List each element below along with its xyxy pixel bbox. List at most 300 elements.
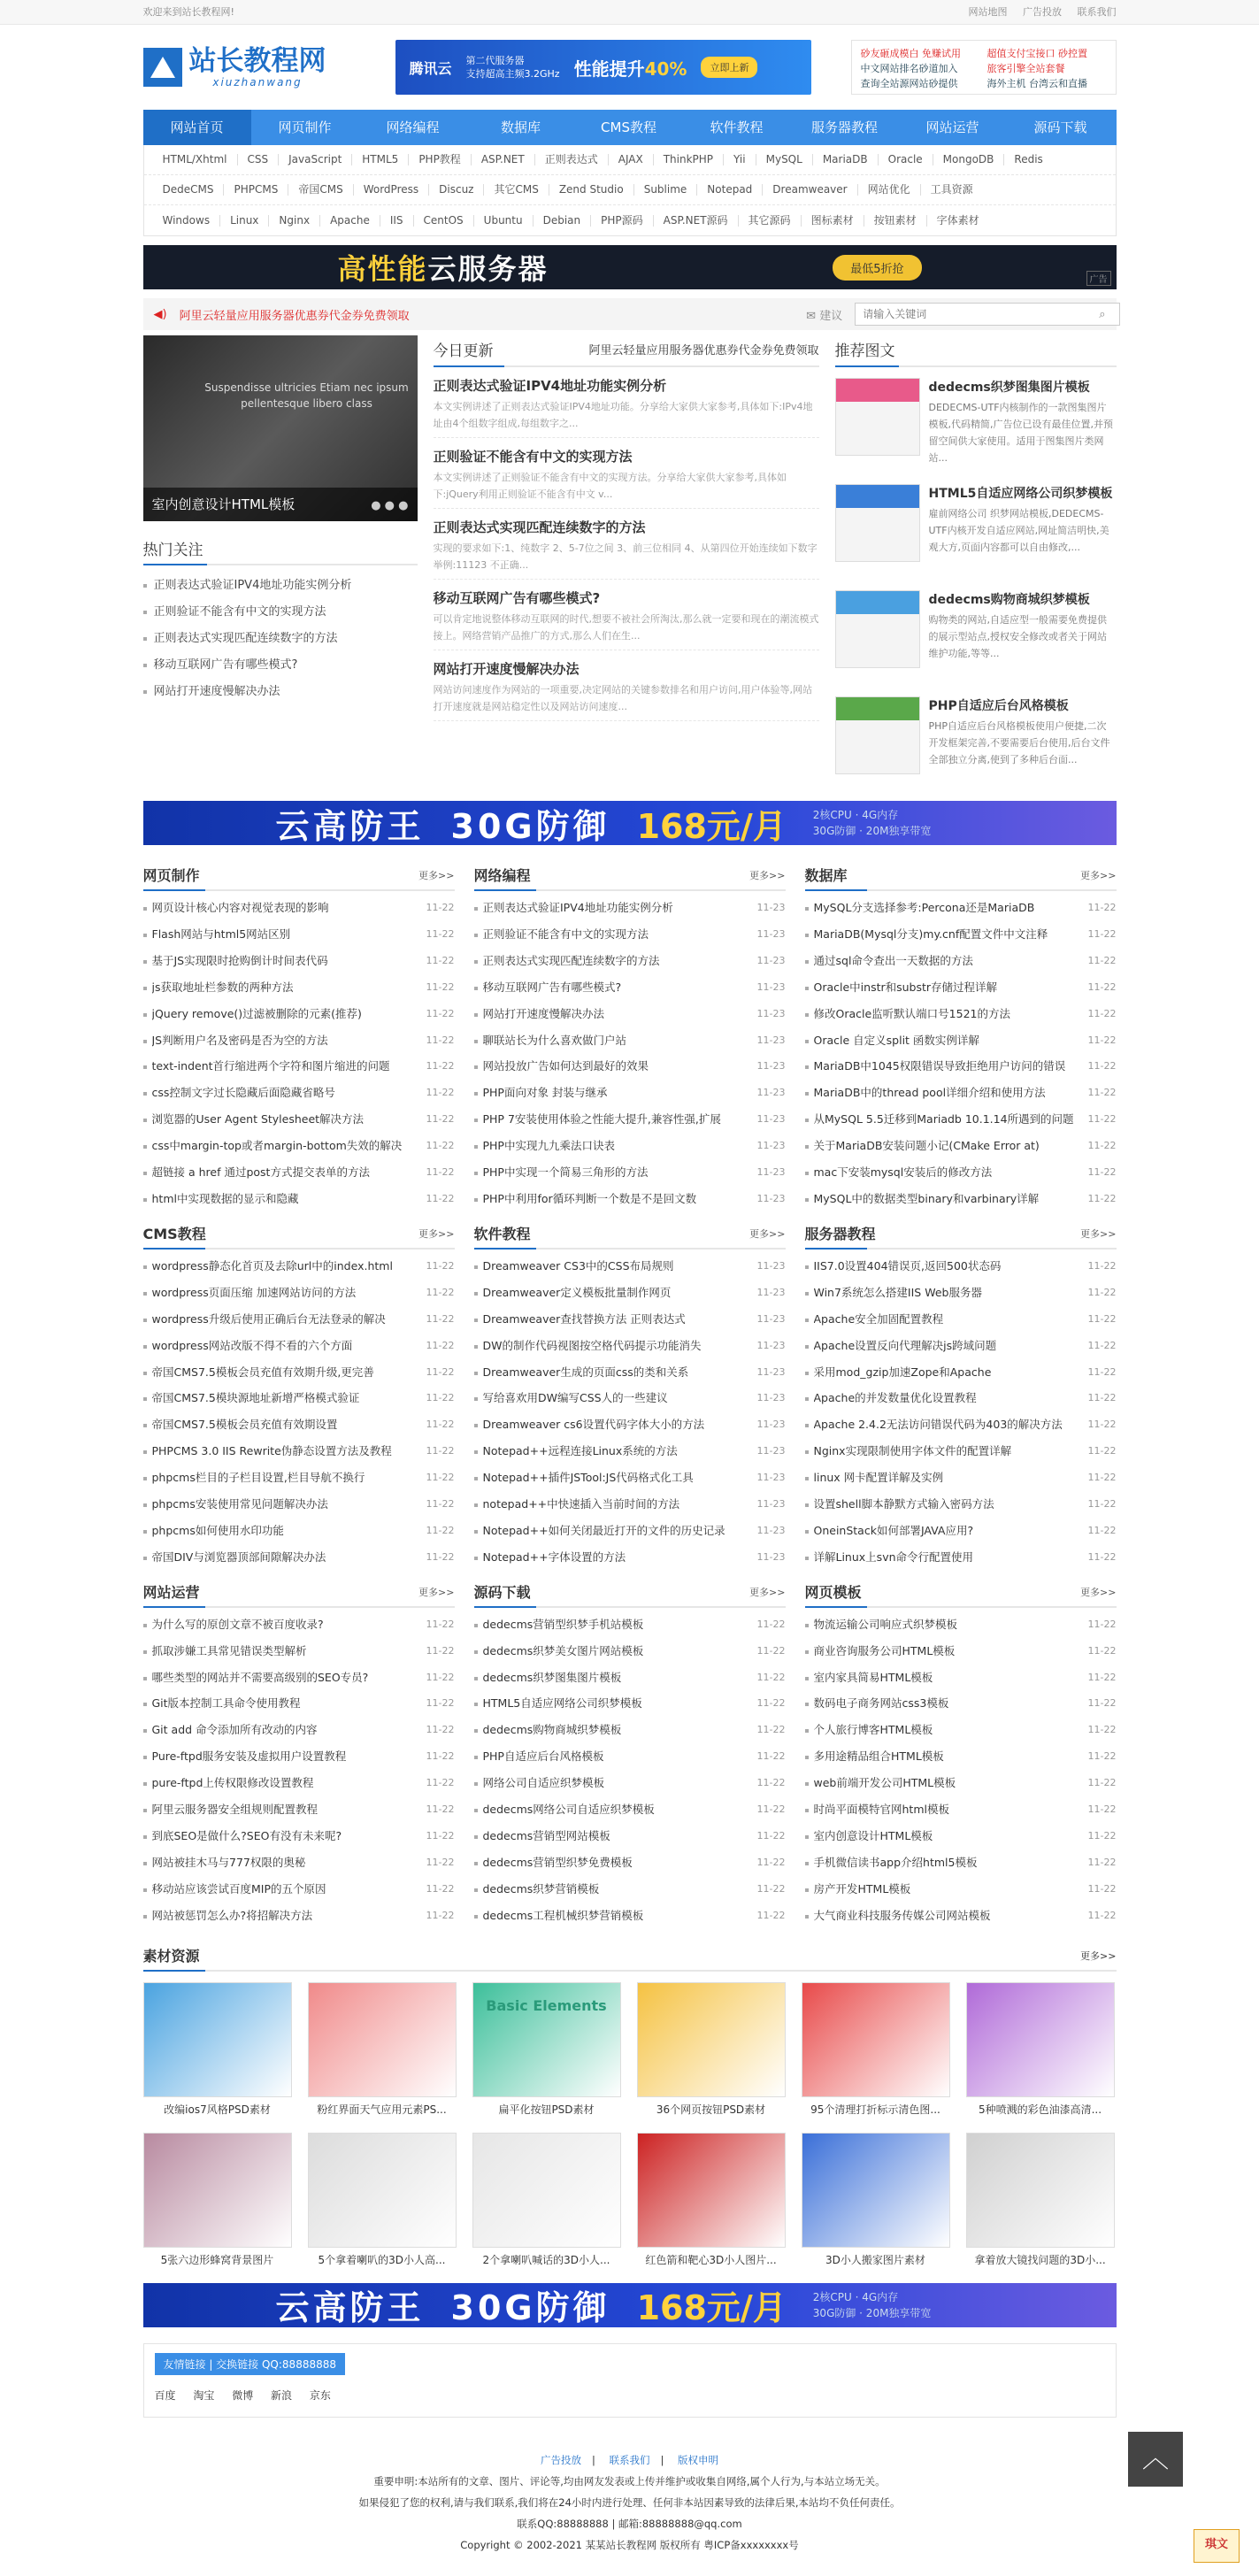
category-more-link[interactable]: 更多>> [418, 870, 455, 881]
list-item[interactable] [143, 1903, 455, 1929]
list-item[interactable] [143, 1770, 455, 1796]
item-title[interactable]: 正则验证不能含有中文的实现方法 [482, 927, 649, 941]
item-title[interactable]: 移动站应该尝试百度MIP的五个原因 [151, 1881, 326, 1895]
category-more-link[interactable]: 更多>> [749, 1586, 786, 1598]
subnav-link[interactable]: Apache [320, 215, 380, 227]
list-item[interactable] [143, 1876, 455, 1903]
item-title[interactable]: 时尚平面模特官网html模板 [813, 1803, 949, 1817]
item-title[interactable]: 采用mod_gzip加速Zope和Apache [813, 1365, 992, 1379]
list-item[interactable] [143, 1106, 455, 1133]
text-ad-item[interactable]: 超值支付宝接口 砂控置 [986, 48, 1087, 59]
subnav-link[interactable]: PHPCMS [224, 184, 288, 196]
item-title[interactable]: Dreamweaver定义模板批量制作网页 [482, 1285, 672, 1299]
today-top-link[interactable]: 阿里云轻量应用服务器优惠券代金券免费领取 [588, 344, 819, 358]
list-item[interactable] [143, 1333, 455, 1359]
list-item[interactable] [143, 1186, 455, 1212]
subnav-link[interactable]: PHP教程 [409, 154, 472, 165]
resource-caption[interactable]: 3D小人搬家图片素材 [825, 2253, 925, 2266]
list-item[interactable] [143, 974, 455, 1001]
subnav-link[interactable]: CSS [238, 154, 280, 165]
item-title[interactable]: wordpress网站改版不得不看的六个方面 [151, 1338, 353, 1352]
resource-thumbnail[interactable] [637, 2133, 786, 2248]
list-item[interactable] [805, 1333, 1117, 1359]
list-item[interactable] [474, 1253, 786, 1280]
resource-caption[interactable]: 粉红界面天气应用元素PS... [317, 2103, 447, 2116]
item-title[interactable]: PHP 7安装使用体验之性能大提升,兼容性强,扩展 [482, 1112, 721, 1127]
subnav-link[interactable]: Linux [220, 215, 269, 227]
list-item[interactable] [805, 1611, 1117, 1638]
resource-caption[interactable]: 改编ios7风格PSD素材 [164, 2103, 271, 2116]
item-title[interactable]: 正则表达式实现匹配连续数字的方法 [482, 953, 660, 967]
subnav-link[interactable]: WordPress [354, 184, 429, 196]
tencent-ad[interactable] [395, 40, 811, 95]
resource-thumbnail[interactable] [308, 2133, 457, 2248]
subnav-link[interactable]: Sublime [634, 184, 698, 196]
list-item[interactable] [143, 1027, 455, 1054]
list-item[interactable] [474, 1491, 786, 1518]
nav-cms[interactable]: CMS教程 [601, 119, 656, 135]
list-item[interactable] [143, 1306, 455, 1333]
item-title[interactable]: jQuery remove()过滤被删除的元素(推荐) [151, 1006, 362, 1020]
item-title[interactable]: 哪些类型的网站并不需要高级别的SEO专员? [151, 1670, 369, 1684]
item-title[interactable]: css中margin-top或者margin-bottom失效的解决 [151, 1139, 403, 1153]
list-item[interactable] [805, 1438, 1117, 1465]
item-title[interactable]: 数码电子商务网站css3模板 [813, 1696, 949, 1711]
text-ad-item[interactable]: 查询全站源网站砂提供 [860, 78, 958, 89]
item-title[interactable]: 抓取涉嫌工具常见错误类型解析 [151, 1643, 307, 1657]
item-title[interactable]: pure-ftpd上传权限修改设置教程 [151, 1776, 314, 1790]
resource-caption[interactable]: 95个清理打折标示清色图... [810, 2103, 940, 2116]
item-title[interactable]: 正则表达式验证IPV4地址功能实例分析 [482, 901, 673, 914]
top-link-sitemap[interactable]: 网站地图 [968, 6, 1008, 18]
category-more-link[interactable]: 更多>> [749, 1227, 786, 1240]
item-title[interactable]: 手机微信读书app介绍html5模板 [813, 1855, 978, 1869]
tencent-ad-button[interactable]: 立即上新 [701, 57, 757, 78]
list-item[interactable] [805, 1465, 1117, 1491]
subnav-link[interactable]: Dreamweaver [763, 184, 857, 196]
list-item[interactable] [474, 1280, 786, 1306]
item-title[interactable]: dedecms营销型网站模板 [482, 1829, 610, 1842]
list-item[interactable] [143, 1823, 455, 1849]
subnav-link[interactable]: 帝国CMS [288, 184, 353, 196]
list-item[interactable] [805, 1717, 1117, 1743]
article-title[interactable]: 移动互联网广告有哪些模式? [433, 590, 601, 606]
list-item[interactable] [143, 1438, 455, 1465]
recommend-thumbnail[interactable] [835, 484, 920, 562]
resource-item[interactable] [802, 2133, 950, 2272]
friend-link[interactable]: 百度 [154, 2388, 176, 2402]
resource-item[interactable] [802, 1982, 950, 2122]
list-item[interactable] [805, 1770, 1117, 1796]
list-item[interactable] [474, 1080, 786, 1106]
search-input[interactable] [855, 303, 1120, 326]
subnav-link[interactable]: CentOS [414, 215, 474, 227]
recommend-title[interactable]: dedecms购物商城织梦模板 [928, 593, 1090, 607]
resource-item[interactable] [308, 2133, 457, 2272]
list-item[interactable] [143, 1465, 455, 1491]
item-title[interactable]: 设置shell脚本静默方式输入密码方法 [813, 1497, 994, 1511]
item-title[interactable]: Notepad++如何关闭最近打开的文件的历史记录 [482, 1523, 725, 1537]
category-more-link[interactable]: 更多>> [749, 870, 786, 881]
list-item[interactable] [143, 1411, 455, 1438]
item-title[interactable]: Apache的并发数量优化设置教程 [813, 1391, 977, 1405]
item-title[interactable]: PHP中利用for循环判断一个数是不是回文数 [482, 1191, 697, 1205]
hot-item[interactable]: 网站打开速度慢解决办法 [143, 679, 418, 705]
list-item[interactable] [805, 1159, 1117, 1186]
category-more-link[interactable]: 更多>> [1080, 1586, 1117, 1598]
list-item[interactable] [805, 1743, 1117, 1770]
item-title[interactable]: wordpress静态化首页及去除url中的index.html [151, 1258, 393, 1273]
list-item[interactable] [143, 1518, 455, 1544]
resource-thumbnail[interactable] [802, 1982, 950, 2097]
list-item[interactable] [805, 1385, 1117, 1411]
item-title[interactable]: dedecms购物商城织梦模板 [482, 1723, 622, 1737]
item-title[interactable]: Flash网站与html5网站区别 [151, 927, 291, 941]
subnav-link[interactable]: ThinkPHP [654, 154, 724, 165]
item-title[interactable]: dedecms织梦营销模板 [482, 1881, 600, 1895]
item-title[interactable]: 修改Oracle监听默认端口号1521的方法 [813, 1006, 1010, 1020]
item-title[interactable]: Nginx实现限制使用字体文件的配置详解 [813, 1444, 1012, 1458]
list-item[interactable] [805, 1638, 1117, 1665]
list-item[interactable] [805, 1133, 1117, 1159]
resource-item[interactable] [308, 1982, 457, 2122]
item-title[interactable]: dedecms营销型织梦手机站模板 [482, 1617, 644, 1631]
subnav-link[interactable]: Yii [724, 154, 756, 165]
article-title[interactable]: 正则表达式验证IPV4地址功能实例分析 [433, 378, 667, 394]
ddos-banner[interactable] [143, 801, 1117, 845]
list-item[interactable] [143, 1159, 455, 1186]
list-item[interactable] [805, 1027, 1117, 1054]
list-item[interactable] [474, 1770, 786, 1796]
item-title[interactable]: Pure-ftpd服务安装及虚拟用户设置教程 [151, 1749, 347, 1764]
list-item[interactable] [143, 1253, 455, 1280]
list-item[interactable] [143, 1491, 455, 1518]
recommend-thumbnail[interactable] [835, 696, 920, 774]
list-item[interactable] [474, 1717, 786, 1743]
list-item[interactable] [143, 1690, 455, 1717]
list-item[interactable] [805, 1306, 1117, 1333]
resource-caption[interactable]: 2个拿喇叭喊话的3D小人... [482, 2253, 610, 2266]
resource-caption[interactable]: 36个网页按钮PSD素材 [656, 2103, 766, 2116]
footer-link[interactable]: 联系我们 [609, 2453, 650, 2466]
list-item[interactable] [474, 1796, 786, 1823]
list-item[interactable] [474, 1186, 786, 1212]
item-title[interactable]: web前端开发公司HTML模板 [813, 1776, 956, 1790]
item-title[interactable]: Dreamweaver CS3中的CSS布局规则 [482, 1258, 674, 1273]
list-item[interactable] [143, 1080, 455, 1106]
list-item[interactable] [474, 1465, 786, 1491]
resource-item[interactable] [472, 2133, 621, 2272]
recommend-item[interactable] [835, 367, 1117, 473]
list-item[interactable] [474, 1411, 786, 1438]
list-item[interactable] [474, 1903, 786, 1929]
item-title[interactable]: 基于JS实现限时抢购倒计时间表代码 [151, 953, 328, 967]
item-title[interactable]: 商业咨询服务公司HTML模板 [813, 1643, 956, 1657]
resource-caption[interactable]: 5个拿着喇叭的3D小人高... [318, 2253, 446, 2266]
resource-thumbnail[interactable] [308, 1982, 457, 2097]
list-item[interactable] [143, 1359, 455, 1386]
subnav-link[interactable]: MySQL [756, 154, 813, 165]
item-title[interactable]: dedecms网络公司自适应织梦模板 [482, 1803, 655, 1817]
subnav-link[interactable]: Nginx [269, 215, 320, 227]
item-title[interactable]: Notepad++插件JSTool:JS代码格式化工具 [482, 1471, 694, 1485]
article-title[interactable]: 正则验证不能含有中文的实现方法 [433, 449, 633, 465]
subnav-link[interactable]: ASP.NET源码 [654, 215, 739, 227]
list-item[interactable] [805, 1544, 1117, 1571]
resource-thumbnail[interactable] [637, 1982, 786, 2097]
list-item[interactable] [805, 921, 1117, 948]
list-item[interactable] [474, 1849, 786, 1876]
item-title[interactable]: 为什么写的原创文章不被百度收录? [151, 1617, 324, 1631]
item-title[interactable]: 帝国CMS7.5模块源地址新增严格模式验证 [151, 1391, 360, 1405]
item-title[interactable]: MySQL分支选择参考:Percona还是MariaDB [813, 901, 1035, 914]
item-title[interactable]: css控制文字过长隐藏后面隐藏省略号 [151, 1086, 335, 1100]
list-item[interactable] [143, 1796, 455, 1823]
recommend-item[interactable] [835, 686, 1117, 792]
list-item[interactable] [474, 1665, 786, 1691]
list-item[interactable] [805, 1106, 1117, 1133]
list-item[interactable] [805, 1491, 1117, 1518]
item-title[interactable]: 到底SEO是做什么?SEO有没有未来呢? [151, 1829, 342, 1842]
list-item[interactable] [143, 1385, 455, 1411]
subnav-link[interactable]: Ubuntu [474, 215, 534, 227]
text-ad-item[interactable]: 中文网站排名砂道加入 [860, 63, 958, 74]
nav-web-design[interactable]: 网页制作 [278, 119, 332, 135]
item-title[interactable]: 移动互联网广告有哪些模式? [482, 980, 622, 994]
subnav-link[interactable]: IIS [380, 215, 414, 227]
list-item[interactable] [474, 1823, 786, 1849]
item-title[interactable]: 浏览器的User Agent Stylesheet解决方法 [151, 1112, 365, 1127]
item-title[interactable]: 物流运输公司响应式织梦模板 [813, 1617, 958, 1631]
search-icon[interactable]: ⌕ [1099, 307, 1106, 321]
category-more-link[interactable]: 更多>> [1080, 1227, 1117, 1240]
item-title[interactable]: 网站被挂木马与777权限的奥秘 [151, 1855, 306, 1869]
resource-caption[interactable]: 5张六边形蜂窝背景图片 [160, 2253, 274, 2266]
recommend-title[interactable]: HTML5自适应网络公司织梦模板 [928, 487, 1113, 501]
list-item[interactable] [474, 1106, 786, 1133]
list-item[interactable] [805, 1690, 1117, 1717]
resource-thumbnail[interactable] [143, 2133, 292, 2248]
item-title[interactable]: Apache安全加固配置教程 [813, 1311, 944, 1326]
item-title[interactable]: 个人旅行博客HTML模板 [813, 1723, 933, 1737]
resource-thumbnail[interactable] [472, 1982, 621, 2097]
item-title[interactable]: Git add 命令添加所有改动的内容 [151, 1723, 318, 1737]
subnav-link[interactable]: Discuz [429, 184, 484, 196]
item-title[interactable]: mac下安装mysql安装后的修改方法 [813, 1165, 993, 1180]
item-title[interactable]: 网站投放广告如何达到最好的效果 [482, 1059, 649, 1073]
subnav-link[interactable]: 其它源码 [739, 215, 802, 227]
item-title[interactable]: 帝国DIV与浏览器顶部间隙解决办法 [151, 1549, 326, 1564]
subnav-link[interactable]: DedeCMS [153, 184, 225, 196]
item-title[interactable]: 网络公司自适应织梦模板 [482, 1776, 605, 1790]
nav-source[interactable]: 源码下载 [1033, 119, 1087, 135]
hot-item[interactable]: 正则表达式实现匹配连续数字的方法 [143, 626, 418, 652]
list-item[interactable] [143, 1133, 455, 1159]
category-more-link[interactable]: 更多>> [1080, 870, 1117, 881]
list-item[interactable] [805, 1903, 1117, 1929]
subnav-link[interactable]: JavaScript [279, 154, 352, 165]
list-item[interactable] [805, 1518, 1117, 1544]
item-title[interactable]: 房产开发HTML模板 [813, 1881, 911, 1895]
item-title[interactable]: 网站被惩罚怎么办?将招解决方法 [151, 1908, 313, 1922]
item-title[interactable]: 写给喜欢用DW编写CSS人的一些建议 [482, 1391, 668, 1405]
item-title[interactable]: Dreamweaver cs6设置代码字体大小的方法 [482, 1418, 705, 1432]
list-item[interactable] [805, 1849, 1117, 1876]
recommend-item[interactable] [835, 580, 1117, 686]
item-title[interactable]: 帝国CMS7.5模板会员充值有效期设置 [151, 1418, 338, 1432]
subnav-link[interactable]: ASP.NET [472, 154, 535, 165]
item-title[interactable]: IIS7.0设置404错误页,返回500状态码 [813, 1258, 1002, 1273]
text-ad-item[interactable]: 海外主机 台湾云和直播 [986, 78, 1087, 89]
subnav-link[interactable]: AJAX [609, 154, 654, 165]
subnav-link[interactable]: Oracle [879, 154, 933, 165]
article-title[interactable]: 正则表达式实现匹配连续数字的方法 [433, 519, 646, 535]
resource-item[interactable] [966, 1982, 1115, 2122]
subnav-link[interactable]: Zend Studio [549, 184, 634, 196]
item-title[interactable]: phpcms栏目的子栏目设置,栏目导航不换行 [151, 1471, 365, 1485]
item-title[interactable]: 大气商业科技服务传媒公司网站模板 [813, 1908, 991, 1922]
subnav-link[interactable]: 图标素材 [802, 215, 864, 227]
item-title[interactable]: Dreamweaver生成的页面css的类和关系 [482, 1365, 689, 1379]
item-title[interactable]: Win7系统怎么搭建IIS Web服务器 [813, 1285, 982, 1299]
list-item[interactable] [805, 1665, 1117, 1691]
friend-link[interactable]: 微博 [232, 2388, 254, 2402]
list-item[interactable] [474, 948, 786, 974]
list-item[interactable] [474, 1359, 786, 1386]
item-title[interactable]: 多用途精品组合HTML模板 [813, 1749, 944, 1764]
item-title[interactable]: MariaDB中1045权限错误导致拒绝用户访问的错误 [813, 1059, 1066, 1073]
item-title[interactable]: Dreamweaver查找替换方法 正则表达式 [482, 1311, 686, 1326]
item-title[interactable]: 网站打开速度慢解决办法 [482, 1006, 605, 1020]
resource-caption[interactable]: 5种喷溅的彩色油漆高清... [978, 2103, 1102, 2116]
ddos-banner-bottom[interactable] [143, 2283, 1117, 2327]
list-item[interactable] [805, 1186, 1117, 1212]
item-title[interactable]: OneinStack如何部署JAVA应用? [813, 1523, 974, 1537]
friend-link[interactable]: 京东 [309, 2388, 331, 2402]
subnav-link[interactable]: HTML/Xhtml [153, 154, 238, 165]
item-title[interactable]: DW的制作代码视图按空格代码提示功能消失 [482, 1338, 702, 1352]
resource-item[interactable] [637, 2133, 786, 2272]
resource-item[interactable] [966, 2133, 1115, 2272]
list-item[interactable] [805, 1080, 1117, 1106]
list-item[interactable] [805, 1796, 1117, 1823]
item-title[interactable]: Apache 2.4.2无法访问错误代码为403的解决方法 [813, 1418, 1063, 1432]
subnav-link[interactable]: 按钮素材 [864, 215, 927, 227]
list-item[interactable] [474, 921, 786, 948]
list-item[interactable] [143, 1717, 455, 1743]
subnav-link[interactable]: 正则表达式 [535, 154, 609, 165]
list-item[interactable] [143, 1665, 455, 1691]
item-title[interactable]: linux 网卡配置详解及实例 [813, 1471, 944, 1485]
resource-thumbnail[interactable] [472, 2133, 621, 2248]
list-item[interactable] [474, 895, 786, 921]
subnav-link[interactable]: 网站优化 [858, 184, 921, 196]
item-title[interactable]: MariaDB中的thread pool详细介绍和使用方法 [813, 1086, 1046, 1100]
item-title[interactable]: text-indent首行缩进两个字符和图片缩进的问题 [151, 1059, 390, 1073]
list-item[interactable] [805, 948, 1117, 974]
hot-item[interactable]: 正则验证不能含有中文的实现方法 [143, 599, 418, 626]
hot-item[interactable]: 正则表达式验证IPV4地址功能实例分析 [143, 573, 418, 599]
list-item[interactable] [474, 1611, 786, 1638]
item-title[interactable]: wordpress升级后使用正确后台无法登录的解决 [151, 1311, 386, 1326]
subnav-link[interactable]: MariaDB [813, 154, 879, 165]
list-item[interactable] [474, 1876, 786, 1903]
item-title[interactable]: phpcms如何使用水印功能 [151, 1523, 284, 1537]
item-title[interactable]: 室内家具简易HTML模板 [813, 1670, 933, 1684]
banner1-promo[interactable]: 最低5折抢 [833, 255, 921, 281]
article-title[interactable]: 网站打开速度慢解决办法 [433, 661, 580, 677]
list-item[interactable] [474, 1743, 786, 1770]
subnav-link[interactable]: 工具资源 [930, 183, 973, 196]
list-item[interactable] [805, 895, 1117, 921]
nav-home[interactable]: 网站首页 [143, 110, 251, 145]
text-ad-item[interactable]: 旅客引擎全站套餐 [986, 63, 1065, 74]
subnav-link[interactable]: 字体素材 [936, 213, 979, 227]
subnav-link[interactable]: 其它CMS [484, 184, 549, 196]
list-item[interactable] [474, 974, 786, 1001]
list-item[interactable] [143, 1743, 455, 1770]
list-item[interactable] [805, 1280, 1117, 1306]
list-item[interactable] [805, 1253, 1117, 1280]
top-link-contact[interactable]: 联系我们 [1077, 6, 1117, 18]
item-title[interactable]: Oracle中instr和substr存储过程详解 [813, 980, 998, 994]
list-item[interactable] [143, 895, 455, 921]
recommend-thumbnail[interactable] [835, 590, 920, 668]
resource-item[interactable] [143, 1982, 292, 2122]
item-title[interactable]: JS判断用户名及密码是否为空的方法 [151, 1033, 328, 1047]
item-title[interactable]: 网页设计核心内容对视觉表现的影响 [151, 901, 329, 914]
item-title[interactable]: 帝国CMS7.5模板会员充值有效期升级,更完善 [151, 1365, 374, 1379]
list-item[interactable] [474, 1544, 786, 1571]
subnav-link[interactable]: Windows [153, 215, 221, 227]
item-title[interactable]: 通过sql命令查出一天数据的方法 [813, 953, 973, 967]
nav-server[interactable]: 服务器教程 [810, 119, 878, 135]
list-item[interactable] [474, 1333, 786, 1359]
list-item[interactable] [805, 1876, 1117, 1903]
nav-operation[interactable]: 网站运营 [925, 119, 979, 135]
item-title[interactable]: Notepad++远程连接Linux系统的方法 [482, 1444, 678, 1458]
item-title[interactable]: Apache设置反向代理解决js跨域问题 [813, 1338, 997, 1352]
item-title[interactable]: 室内创意设计HTML模板 [813, 1829, 933, 1842]
resource-thumbnail[interactable] [143, 1982, 292, 2097]
resource-thumbnail[interactable] [966, 2133, 1115, 2248]
resource-thumbnail[interactable] [802, 2133, 950, 2248]
recommend-title[interactable]: dedecms织梦图集图片模板 [928, 381, 1090, 395]
item-title[interactable]: 超链接 a href 通过post方式提交表单的方法 [151, 1165, 370, 1180]
item-title[interactable]: PHP面向对象 封装与继承 [482, 1086, 608, 1100]
list-item[interactable] [474, 1159, 786, 1186]
list-item[interactable] [805, 1823, 1117, 1849]
footer-link[interactable]: 版权申明 [678, 2453, 719, 2466]
subnav-link[interactable]: MongoDB [933, 154, 1005, 165]
resource-item[interactable] [143, 2133, 292, 2272]
list-item[interactable] [805, 974, 1117, 1001]
item-title[interactable]: MySQL中的数据类型binary和varbinary详解 [813, 1191, 1040, 1205]
feedback-link[interactable]: ✉ 建议 [806, 309, 843, 323]
list-item[interactable] [474, 1638, 786, 1665]
list-item[interactable] [143, 1053, 455, 1080]
subnav-link[interactable]: Debian [534, 215, 592, 227]
item-title[interactable]: PHP自适应后台风格模板 [482, 1749, 604, 1764]
hot-item[interactable]: 移动互联网广告有哪些模式? [143, 652, 418, 679]
item-title[interactable]: Git版本控制工具命令使用教程 [151, 1696, 301, 1711]
list-item[interactable] [143, 921, 455, 948]
list-item[interactable] [805, 1001, 1117, 1027]
item-title[interactable]: PHP中实现一个简易三角形的方法 [482, 1165, 649, 1180]
list-item[interactable] [474, 1133, 786, 1159]
list-item[interactable] [143, 1001, 455, 1027]
item-title[interactable]: notepad++中快速插入当前时间的方法 [482, 1497, 680, 1511]
